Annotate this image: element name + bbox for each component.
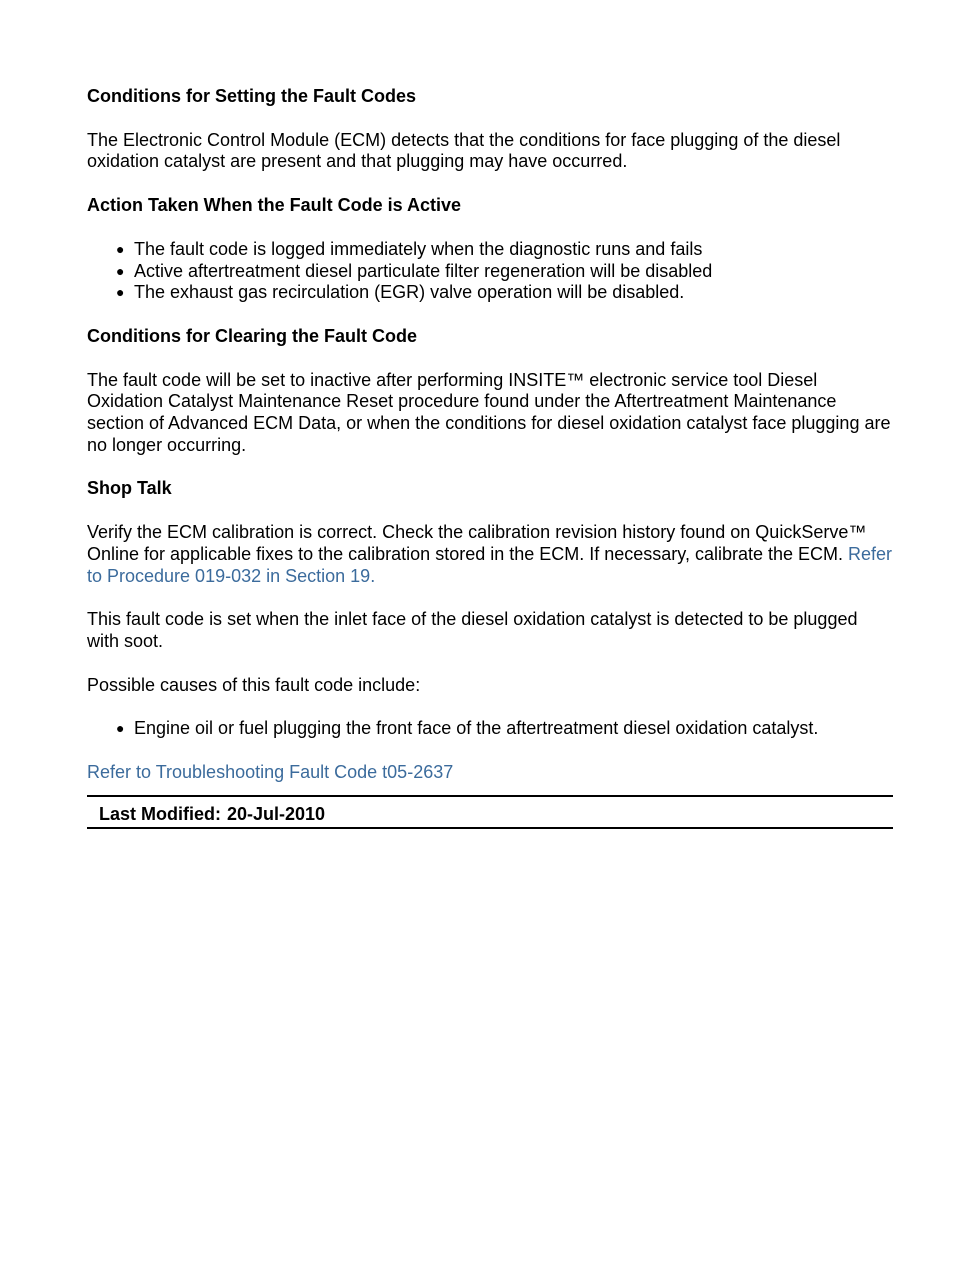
troubleshooting-link[interactable]: Refer to Troubleshooting Fault Code t05-2637 [87,762,454,783]
setting-heading: Conditions for Setting the Fault Codes [87,86,416,106]
bullet-icon: ● [116,262,125,279]
shop-talk-verify-paragraph [87,522,893,587]
list-item [87,282,893,304]
clearing-heading: Conditions for Clearing the Fault Code [87,325,417,346]
action-list [87,239,893,304]
causes-list [87,718,893,740]
list-item [87,261,893,283]
document-page [87,86,893,829]
troubleshooting-paragraph [87,762,893,784]
bullet-icon: ● [116,240,125,257]
list-item-text: The fault code is logged immediately when the diagnostic runs and fails [134,238,703,259]
list-item [87,239,893,261]
causes-intro: Possible causes of this fault code include: [87,674,421,695]
procedure-link[interactable]: Refer to Procedure 019-032 in Section 19. [87,543,893,586]
shop-talk-heading: Shop Talk [87,478,172,499]
clearing-text: The fault code will be set to inactive after performing INSITE™ electronic service tool Diesel Oxidation Catalyst Maintenance Reset procedure found under the Aftertreatment Maintenance section of Advanced ECM Data, or when the conditions for diesel oxidation catalyst face plugging are no longer occurring. [87,369,891,455]
setting-text: The Electronic Control Module (ECM) detects that the conditions for face plugging of the diesel oxidation catalyst are present and that plugging may have occurred. [87,129,841,172]
last-modified-bar [87,795,893,829]
shop-talk-set-text: This fault code is set when the inlet face of the diesel oxidation catalyst is detected to be plugged with soot. [87,609,858,651]
action-heading: Action Taken When the Fault Code is Active [87,195,462,216]
list-item-text: Active aftertreatment diesel particulate filter regeneration will be disabled [134,260,713,281]
list-item-text: Engine oil or fuel plugging the front face of the aftertreatment diesel oxidation catalyst. [134,718,819,739]
bullet-icon: ● [116,284,125,301]
list-item-text: The exhaust gas recirculation (EGR) valve operation will be disabled. [134,282,685,303]
shop-talk-verify-text: Verify the ECM calibration is correct. Check the calibration revision history found on QuickServe™ Online for applicable fixes to the calibration stored in the ECM. If necessary, calibrate the ECM. [87,522,867,564]
last-modified-date: 20-Jul-2010 [227,803,326,824]
list-item [87,718,893,740]
bullet-icon: ● [116,720,125,737]
last-modified-label: Last Modified: [99,803,221,824]
